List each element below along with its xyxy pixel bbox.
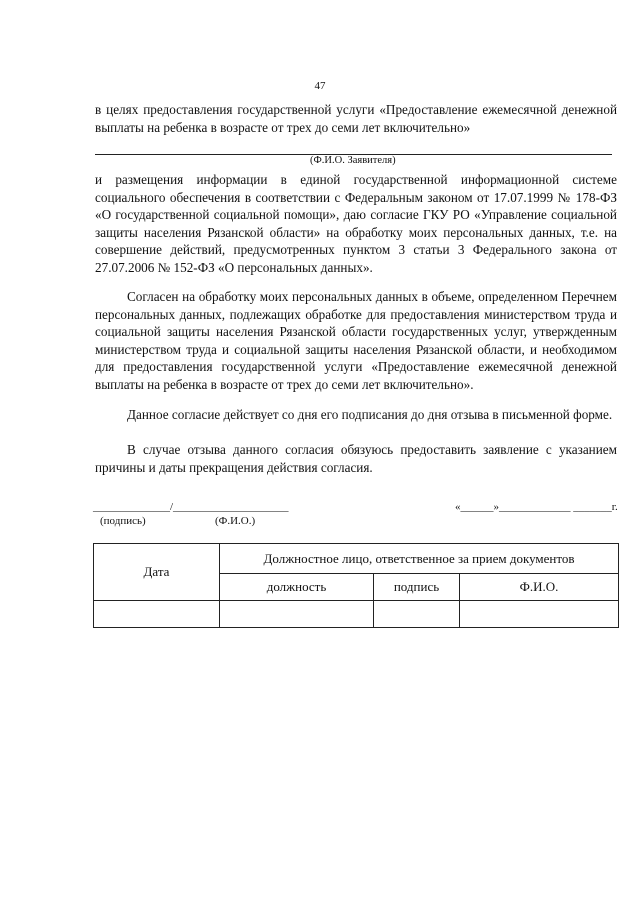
responsible-person-table: [93, 543, 619, 628]
signature-line: ______________/_____________________: [93, 501, 289, 513]
name-caption: (Ф.И.О.): [215, 515, 256, 527]
position-header: должность: [220, 574, 374, 601]
applicant-caption: (Ф.И.О. Заявителя): [310, 155, 396, 166]
intro-paragraph: в целях предоставления государственной услуги «Предоставление ежемесячной денежной выплаты на ребенка в возрасте от трех до семи лет включительно»: [95, 102, 617, 135]
date-header: Дата: [94, 544, 220, 601]
page-number: 47: [314, 80, 326, 92]
signature-caption: (подпись): [100, 515, 146, 527]
signature-header: подпись: [374, 574, 460, 601]
consent-paragraph-3: Данное согласие действует со дня его подписания до дня отзыва в письменной форме.: [127, 407, 613, 422]
consent-paragraph-1: и размещения информации в единой государственной информационной системе социального обеспечения в соответствии с Федеральным законом от 17.07.1999 № 178-ФЗ «О государственной социальной помощи», даю согласие ГКУ РО «Управление социальной защиты населения Рязанской области» на обработку моих персональных данных, т.е. на совершение действий, предусмотренных пунктом 3 статьи 3 Федерального закона от 27.07.2006 № 152-ФЗ «О персональных данных».: [95, 172, 617, 275]
full-name-cell: [460, 601, 619, 628]
date-line: «______»_____________ _______г.: [455, 501, 618, 513]
full-name-header: Ф.И.О.: [460, 574, 619, 601]
responsible-person-header: Должностное лицо, ответственное за прием документов: [220, 544, 619, 574]
position-cell: [220, 601, 374, 628]
consent-paragraph-4: В случае отзыва данного согласия обязуюсь предоставить заявление с указанием причины и даты прекращения действия согласия.: [95, 442, 617, 475]
date-cell: [94, 601, 220, 628]
signature-cell: [374, 601, 460, 628]
consent-paragraph-2: Согласен на обработку моих персональных данных в объеме, определенном Перечнем персональных данных, подлежащих обработке для предоставления министерством труда и социальной защиты населения Рязанской области государственных услуг, утвержденным министерством труда и социальной защиты населения Рязанской области, и необходимом для предоставления государственной услуги «Предоставление ежемесячной денежной выплаты на ребенка в возрасте от трех до семи лет включительно».: [95, 289, 617, 392]
